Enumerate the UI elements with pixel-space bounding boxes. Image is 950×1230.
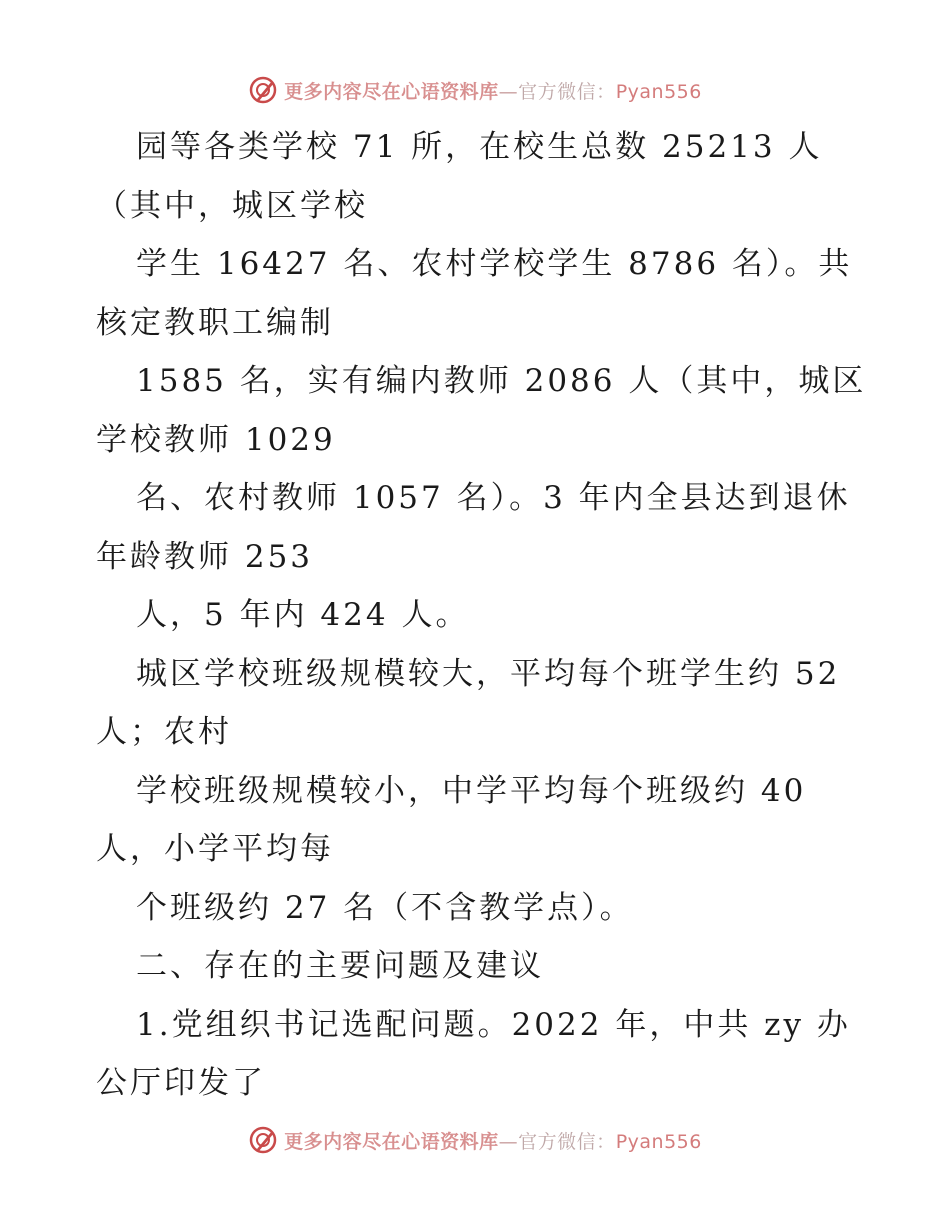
text-line: 城区学校班级规模较大，平均每个班学生约 52 bbox=[136, 655, 841, 692]
text-line: 人，小学平均每 bbox=[96, 831, 334, 867]
watermark-label: 官方微信： bbox=[518, 1130, 616, 1153]
watermark-site-text: 更多内容尽在心语资料库 bbox=[284, 80, 499, 103]
watermark-label: 官方微信： bbox=[518, 80, 616, 103]
pen-logo-icon bbox=[248, 1125, 278, 1155]
document-body bbox=[96, 118, 867, 1113]
text-line: 个班级约 27 名（不含教学点）。 bbox=[136, 889, 634, 926]
text-line: 学校班级规模较小，中学平均每个班级约 40 bbox=[136, 772, 807, 809]
text-line: 人，5 年内 424 人。 bbox=[136, 597, 470, 633]
watermark-wechat-id: Pyan556 bbox=[615, 80, 702, 103]
watermark-site-text: 更多内容尽在心语资料库 bbox=[284, 1130, 499, 1153]
text-line: 学校教师 1029 bbox=[96, 421, 336, 458]
watermark-separator: — bbox=[498, 80, 519, 103]
text-line: 1585 名，实有编内教师 2086 人（其中，城区 bbox=[136, 363, 867, 399]
header-watermark bbox=[0, 70, 950, 110]
text-line: 人；农村 bbox=[96, 714, 232, 750]
text-line: 学生 16427 名、农村学校学生 8786 名）。共 bbox=[136, 246, 853, 282]
footer-watermark bbox=[0, 1120, 950, 1160]
text-line: （其中，城区学校 bbox=[96, 187, 368, 224]
text-line: 公厅印发了 bbox=[96, 1065, 266, 1101]
pen-logo-icon bbox=[248, 75, 278, 105]
text-line: 名、农村教师 1057 名）。3 年内全县达到退休 bbox=[136, 480, 851, 516]
text-line: 年龄教师 253 bbox=[96, 538, 314, 575]
text-line: 二、存在的主要问题及建议 bbox=[136, 948, 544, 984]
watermark-separator: — bbox=[498, 1130, 519, 1153]
text-line: 1.党组织书记选配问题。2022 年，中共 zy 办 bbox=[136, 1006, 851, 1043]
text-line: 园等各类学校 71 所，在校生总数 25213 人 bbox=[136, 129, 823, 165]
text-line: 核定教职工编制 bbox=[96, 304, 334, 341]
watermark-wechat-id: Pyan556 bbox=[615, 1130, 702, 1153]
